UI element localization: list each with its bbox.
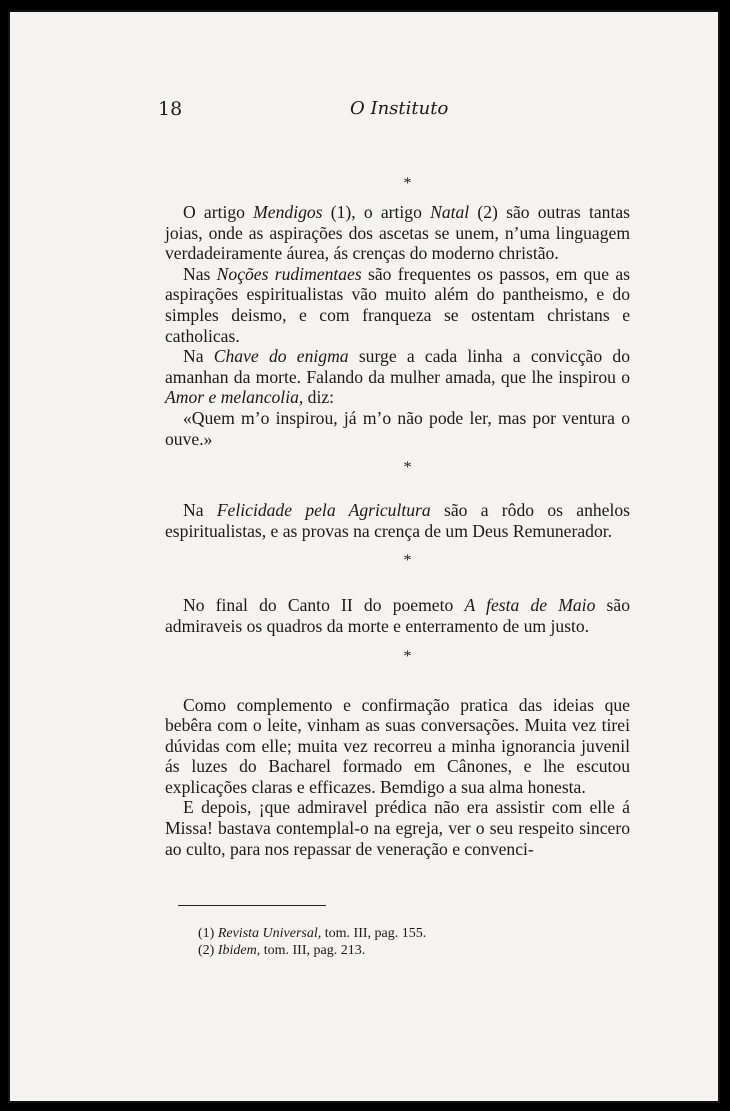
section-separator: *: [403, 647, 412, 665]
paragraph: Como complemento e confirmação pratica das ideias que bebêra com o leite, vinham as suas conversações. Muita vez tirei dúvidas com elle; muita vez recorreu a minha ignorancia juvenil ás luzes do Bacharel formado em Cânones, e lhe escutou explicações claras e efficazes. Bemdigo a sua alma honesta.: [165, 694, 630, 797]
footnote: (2) Ibidem, tom. III, pag. 213.: [198, 942, 366, 958]
quotation: «Quem m’o inspirou, já m’o não pode ler, mas por ventura o ouve.»: [165, 407, 630, 449]
page-number: 18: [158, 98, 183, 120]
book-page: [8, 10, 720, 1103]
section-separator: *: [403, 552, 412, 570]
running-title: O Instituto: [350, 98, 449, 119]
paragraph: Na Felicidade pela Agricultura são a rôdo os anhelos espiritualistas, e as provas na crença de um Deus Remunerador.: [165, 500, 631, 541]
page-header: [158, 98, 638, 128]
paragraph: E depois, ¡que admiravel prédica não era assistir com elle á Missa! bastava contemplal-o na egreja, ver o seu respeito sincero ao culto, para nos repassar de veneração e convenci-: [165, 797, 630, 859]
footnotes: [198, 926, 618, 959]
section-separator: *: [403, 175, 412, 192]
footnote: (1) Revista Universal, tom. III, pag. 155.: [198, 926, 427, 941]
paragraph: O artigo Mendigos (1), o artigo Natal (2) são outras tantas joias, onde as aspirações dos ascetas se unem, n’uma linguagem verdadeiramente áurea, ás crenças do moderno christão.: [165, 202, 630, 264]
footnote-divider: [178, 905, 326, 906]
body-text: [165, 175, 631, 859]
paragraph: No final do Canto II do poemeto A festa de Maio são admiraveis os quadros da morte e enterramento de um justo.: [165, 595, 630, 636]
paragraph: Nas Noções rudimentaes são frequentes os passos, em que as aspirações espiritualistas vão muito além do pantheismo, e do simples deismo, e com franqueza se ostentam christans e catholicas.: [165, 263, 630, 346]
section-separator: *: [403, 459, 412, 477]
paragraph: Na Chave do enigma surge a cada linha a convicção do amanhan da morte. Falando da mulher amada, que lhe inspirou o Amor e melancolia, diz:: [165, 346, 630, 408]
